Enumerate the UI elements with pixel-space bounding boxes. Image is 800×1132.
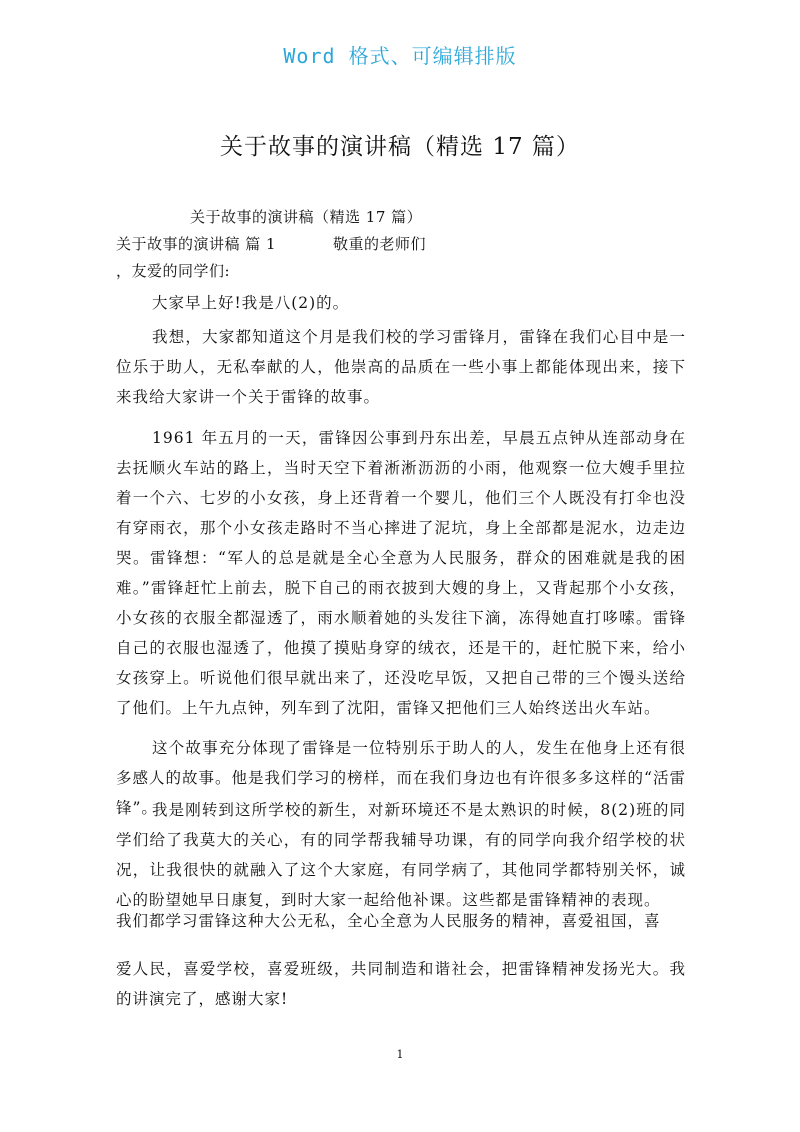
paragraph-story: 1961 年五月的一天，雷锋因公事到丹东出差，早晨五点钟从连部动身在去抚顺火车站的路上，当时天空下着淅淅沥沥的小雨，他观察一位大嫂手里拉着一个六、七岁的小女孩，身上还背着一个婴儿，他们三个人既没有打伞也没有穿雨衣，那个小女孩走路时不当心摔进了泥坑，身上全部都是泥水，边走边哭。雷锋想：“军人的总是就是全心全意为人民服务，群众的困难就是我的困难。”雷锋赶忙上前去，脱下自己的雨衣披到大嫂的身上，又背起那个小女孩，小女孩的衣服全都湿透了，雨水顺着她的头发往下滴，冻得她直打哆嗦。雷锋自己的衣服也湿透了，他摸了摸贴身穿的绒衣，还是干的，赶忙脱下来，给小女孩穿上。听说他们很早就出来了，还没吃早饭，又把自己带的三个馒头送给了他们。上午九点钟，列车到了沈阳，雷锋又把他们三人始终送出火车站。 [116,429,686,717]
document-subtitle: 关于故事的演讲稿（精选 17 篇） [190,208,423,226]
paragraph-intro: 我想，大家都知道这个月是我们校的学习雷锋月，雷锋在我们心目中是一位乐于助人，无私奉献的人，他崇高的品质在一些小事上都能体现出来，接下来我给大家讲一个关于雷锋的故事。 [116,328,686,406]
paragraph-school: 我是刚转到这所学校的新生，对新环境还不是太熟识的时候，8(2)班的同学们给了我莫大的关心，有的同学帮我辅导功课，有的同学向我介绍学校的状况，让我很快的就融入了这个大家庭，有同学病了，其他同学都特别关怀，诚心的盼望她早日康复，到时大家一起给他补课。这些都是雷锋精神的表现。 [116,801,686,909]
paragraph-closing: 爱人民，喜爱学校，喜爱班级，共同制造和谐社会，把雷锋精神发扬光大。我的讲演完了，感谢大家! [116,960,686,1008]
page-number: 1 [396,1048,404,1061]
paragraph-call-to-action: 我们都学习雷锋这种大公无私，全心全意为人民服务的精神，喜爱祖国，喜 [116,912,661,930]
section-heading: 关于故事的演讲稿 篇 1 [116,235,277,253]
greeting-teachers: 敬重的老师们 [333,235,427,253]
greeting-classmates: ，友爱的同学们: [116,262,231,280]
document-title: 关于故事的演讲稿（精选 17 篇） [220,134,580,160]
paragraph-reflection: 这个故事充分体现了雷锋是一位特别乐于助人的人，发生在他身上还有很多感人的故事。他是我们学习的榜样，而在我们身边也有许很多多这样的“活雷锋”。 [116,739,686,817]
paragraph-greeting: 大家早上好!我是八(2)的。 [152,294,350,312]
format-banner: Word 格式、可编辑排版 [283,44,517,68]
